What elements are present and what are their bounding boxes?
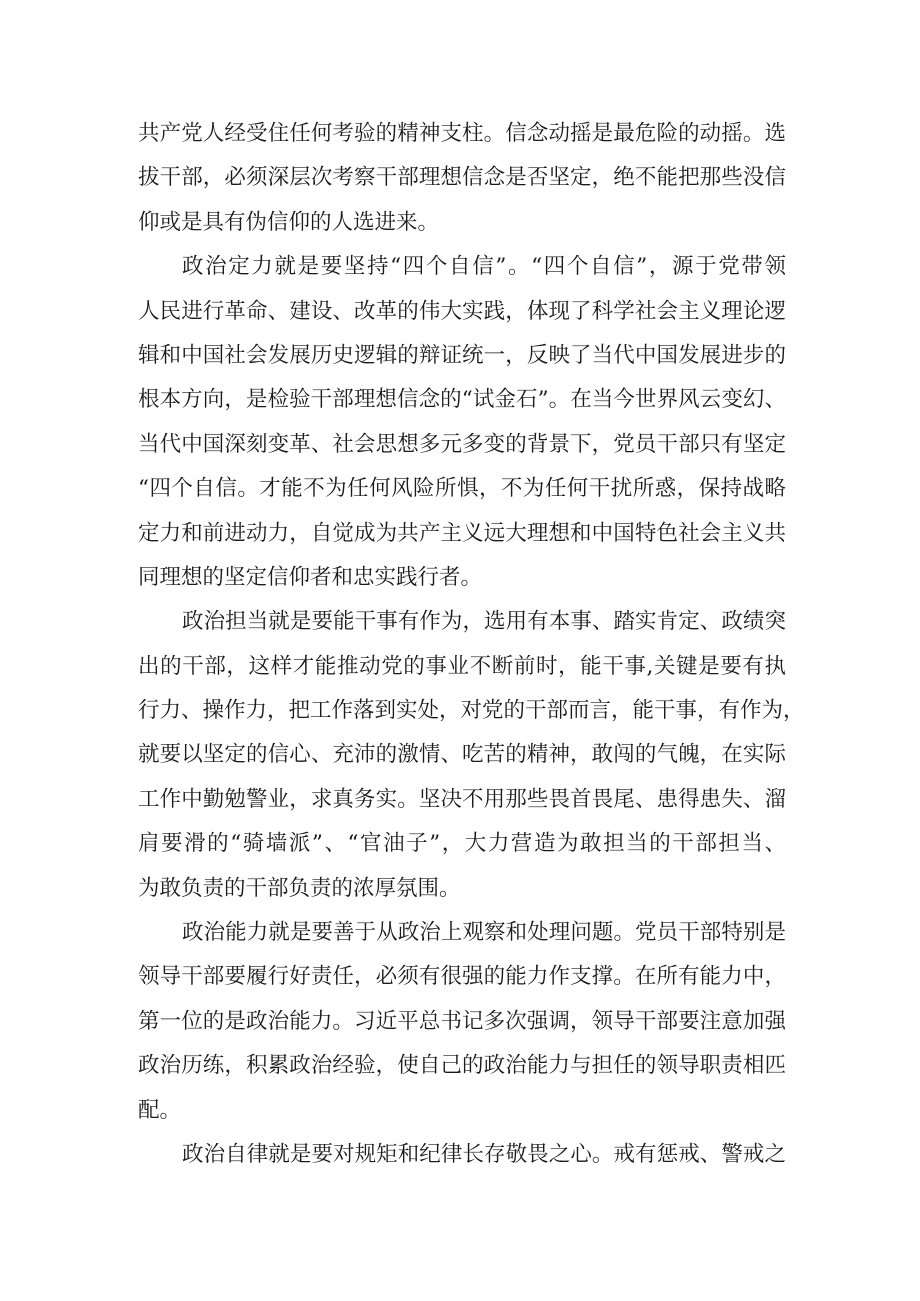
document-body [138, 112, 805, 1177]
text-line: 行力、操作力，把工作落到实处，对党的干部而言，能干事，有作为， [138, 698, 805, 724]
text-line: 共产党人经受住任何考验的精神支柱。信念动摇是最危险的动摇。选 [138, 121, 786, 146]
text-line: 领导干部要履行好责任，必须有很强的能力作支撑。在所有能力中， [138, 964, 786, 990]
text-line: 工作中勤勉警业，求真务实。坚决不用那些畏首畏尾、患得患失、溜 [138, 786, 786, 812]
text-line: 为敢负责的干部负责的浓厚氛围。 [138, 875, 461, 901]
paragraph-1 [138, 112, 786, 245]
paragraph-5 [138, 1133, 786, 1177]
text-line: 配。 [138, 1097, 182, 1123]
text-line: 政治担当就是要能干事有作为，选用有本事、踏实肯定、政绩突 [182, 609, 786, 635]
text-line: 政治定力就是要坚持“四个自信”。“四个自信”，源于党带领 [182, 254, 786, 280]
text-line: 第一位的是政治能力。习近平总书记多次强调，领导干部要注意加强 [138, 1008, 786, 1034]
text-line: 辑和中国社会发展历史逻辑的辩证统一，反映了当代中国发展进步的 [138, 342, 786, 368]
paragraph-2 [138, 245, 786, 600]
paragraph-3 [138, 600, 805, 911]
text-line: 定力和前进动力，自觉成为共产主义远大理想和中国特色社会主义共 [138, 520, 786, 546]
text-line: 出的干部，这样才能推动党的事业不断前时，能干事,关键是要有执 [138, 653, 786, 679]
text-line: 拔干部，必须深层次考察干部理想信念是否坚定，绝不能把那些没信 [138, 165, 786, 191]
text-line: 政治自律就是要对规矩和纪律长存敬畏之心。戒有惩戒、警戒之 [182, 1141, 786, 1167]
text-line: 当代中国深刻变革、社会思想多元多变的背景下，党员干部只有坚定 [138, 431, 786, 457]
text-line: 人民进行革命、建设、改革的伟大实践，体现了科学社会主义理论逻 [138, 298, 786, 324]
text-line: 政治能力就是要善于从政治上观察和处理问题。党员干部特别是 [182, 920, 786, 946]
text-line: 仰或是具有伪信仰的人选进来。 [138, 209, 440, 235]
text-line: 肩要滑的“骑墙派”、“官油子”，大力营造为敢担当的干部担当、 [138, 831, 786, 857]
text-line: 政治历练，积累政治经验，使自己的政治能力与担任的领导职责相匹 [138, 1053, 786, 1079]
text-line: 就要以坚定的信心、充沛的激情、吃苦的精神，敢闯的气魄，在实际 [138, 742, 786, 768]
paragraph-4 [138, 911, 786, 1133]
text-line: “四个自信。才能不为任何风险所惧，不为任何干扰所惑，保持战略 [138, 476, 786, 502]
text-line: 根本方向，是检验干部理想信念的“试金石”。在当今世界风云变幻、 [138, 387, 786, 413]
text-line: 同理想的坚定信仰者和忠实践行者。 [138, 564, 483, 590]
